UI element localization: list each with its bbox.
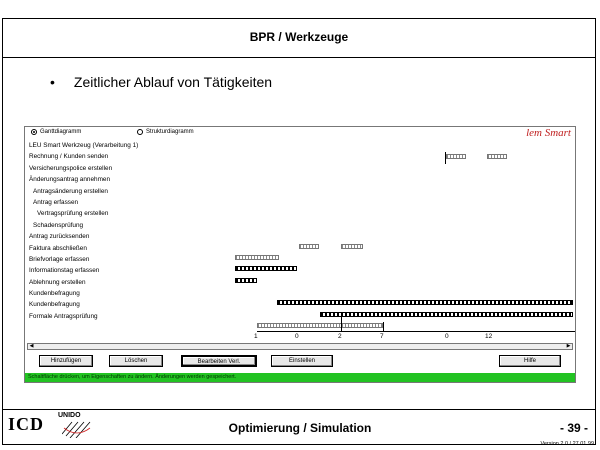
- gantt-bar[interactable]: [235, 278, 257, 283]
- gantt-milestone: [341, 312, 342, 332]
- task-item[interactable]: Versicherungspolice erstellen: [29, 164, 113, 172]
- task-item[interactable]: Vertragsprüfung erstellen: [37, 210, 109, 218]
- bullet-marker: •: [50, 74, 55, 90]
- gantt-bar[interactable]: [299, 244, 319, 249]
- radio-gantt[interactable]: [31, 129, 81, 135]
- gantt-bar[interactable]: [277, 300, 573, 305]
- view-radio-group: [31, 129, 571, 139]
- task-item[interactable]: Rechnung / Kunden senden: [29, 153, 109, 161]
- page-number: - 39 -: [559, 421, 588, 435]
- status-bar: Schaltfläche drücken, um Eigenschaften zu ändern. Änderungen werden gespeichert.: [25, 373, 575, 382]
- task-item[interactable]: Schadensprüfung: [33, 221, 84, 229]
- settings-button[interactable]: Einstellen: [271, 355, 333, 367]
- task-item[interactable]: Antrag erfassen: [33, 198, 79, 206]
- radio-structure-label: Strukturdiagramm: [146, 129, 194, 135]
- gantt-bar[interactable]: [446, 154, 466, 159]
- unido-logo-text: UNIDO: [58, 412, 81, 419]
- gantt-tick-label: 12: [485, 333, 493, 340]
- task-item[interactable]: LEU Smart Werkzeug (Verarbeitung 1): [29, 142, 139, 149]
- bullet-item: [50, 74, 272, 90]
- version-label: Version 2.0 / 27.01.99: [540, 441, 594, 447]
- gantt-tick-label: 7: [380, 333, 384, 340]
- task-item[interactable]: Briefvorlage erfassen: [29, 255, 90, 263]
- radio-structure[interactable]: [137, 129, 194, 135]
- task-item[interactable]: Formale Antragsprüfung: [29, 312, 98, 320]
- task-item[interactable]: Änderungsantrag annehmen: [29, 176, 111, 184]
- gantt-tick-label: 0: [295, 333, 299, 340]
- horizontal-scrollbar[interactable]: [27, 343, 573, 350]
- gantt-chart: [25, 140, 577, 340]
- task-item[interactable]: Ablehnung erstellen: [29, 278, 86, 286]
- gantt-tick-label: 2: [338, 333, 342, 340]
- help-button[interactable]: Hilfe: [499, 355, 561, 367]
- footer-divider: [2, 409, 596, 410]
- scroll-left-icon[interactable]: ◀: [29, 343, 34, 349]
- gantt-bar[interactable]: [235, 255, 279, 260]
- gantt-tick-label: 1: [254, 333, 258, 340]
- gantt-bar[interactable]: [341, 244, 363, 249]
- slide-title: BPR / Werkzeuge: [2, 18, 596, 58]
- add-button[interactable]: Hinzufügen: [39, 355, 93, 367]
- scroll-right-icon[interactable]: ▶: [566, 343, 571, 349]
- task-item[interactable]: Antrag zurücksenden: [29, 233, 90, 241]
- gantt-bar[interactable]: [487, 154, 507, 159]
- task-item[interactable]: Antragsänderung erstellen: [33, 187, 108, 195]
- task-item[interactable]: Kundenbefragung: [29, 290, 80, 298]
- delete-button[interactable]: Löschen: [109, 355, 163, 367]
- bullet-text: Zeitlicher Ablauf von Tätigkeiten: [73, 74, 273, 90]
- app-logo: lem Smart: [526, 127, 571, 139]
- task-item[interactable]: Faktura abschließen: [29, 244, 87, 252]
- radio-selected-icon: [31, 129, 37, 135]
- gantt-bar[interactable]: [320, 312, 573, 317]
- radio-unselected-icon: [137, 129, 143, 135]
- footer-topic: Optimierung / Simulation: [228, 421, 372, 435]
- gantt-bar[interactable]: [257, 323, 383, 328]
- radio-gantt-label: Ganttdiagramm: [40, 129, 82, 135]
- gantt-tick-label: 0: [445, 333, 449, 340]
- task-item[interactable]: Kundenbefragung: [29, 301, 80, 309]
- gantt-bar[interactable]: [235, 266, 297, 271]
- icd-logo: ICD: [8, 414, 45, 434]
- task-item[interactable]: Informationstag erfassen: [29, 267, 100, 275]
- gantt-time-axis: [257, 331, 575, 332]
- edit-button[interactable]: Bearbeiten Verl.: [181, 355, 257, 367]
- app-window: [24, 126, 576, 383]
